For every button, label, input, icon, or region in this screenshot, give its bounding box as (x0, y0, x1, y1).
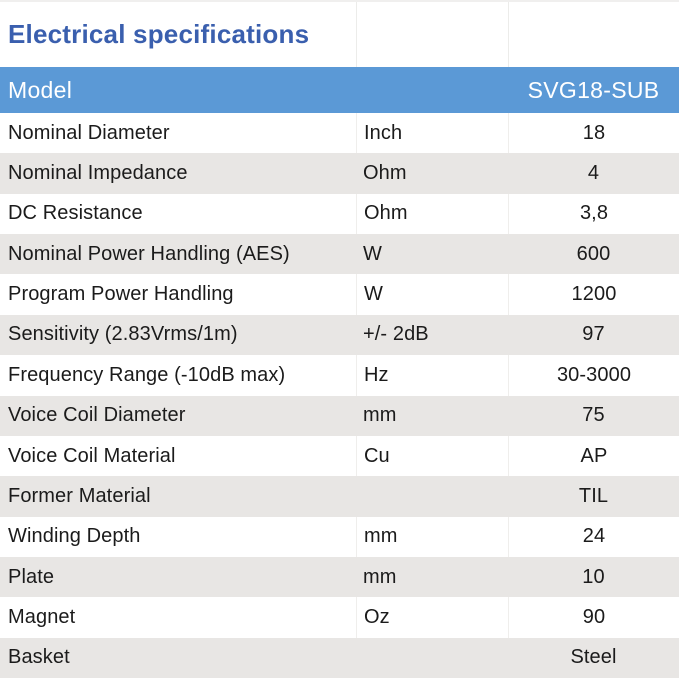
table-row (0, 396, 679, 436)
spec-name: DC Resistance (8, 202, 143, 225)
spec-unit: Ohm (363, 162, 407, 185)
spec-value: Steel (570, 646, 617, 669)
table-row (0, 153, 679, 193)
table-row (0, 638, 679, 678)
spec-value: 4 (587, 162, 600, 185)
table-row (0, 436, 679, 476)
spec-unit: W (363, 242, 382, 265)
table-row (0, 476, 679, 516)
spec-unit: mm (363, 404, 397, 427)
spec-name: Nominal Diameter (8, 121, 170, 144)
spec-name: Magnet (8, 605, 76, 628)
spec-rows (0, 113, 679, 678)
spec-unit: Ohm (356, 194, 508, 234)
spec-value: TIL (578, 484, 609, 507)
table-row (0, 234, 679, 274)
table-row (0, 194, 679, 234)
table-row (0, 113, 679, 153)
table-row (0, 355, 679, 395)
spec-value: 97 (582, 323, 605, 346)
model-header-value: SVG18-SUB (527, 76, 660, 103)
spec-unit: W (356, 274, 508, 314)
spec-value: 24 (508, 517, 679, 557)
spec-value: 600 (576, 242, 611, 265)
table-row (0, 557, 679, 597)
model-header-label: Model (8, 76, 73, 103)
spec-value: 18 (508, 113, 679, 153)
table-row (0, 274, 679, 314)
page-title: Electrical specifications (8, 19, 310, 49)
table-row (0, 517, 679, 557)
spec-name: Voice Coil Material (8, 444, 176, 467)
spec-name: Program Power Handling (8, 283, 234, 306)
spec-value: 1200 (508, 274, 679, 314)
spec-value: 10 (582, 565, 605, 588)
spec-unit: mm (356, 517, 508, 557)
spec-name: Winding Depth (8, 525, 141, 548)
spec-unit (356, 476, 508, 516)
spec-unit: mm (363, 565, 397, 588)
title-band-unit-cell (356, 2, 508, 67)
spec-value: 3,8 (508, 194, 679, 234)
spec-unit: Inch (356, 113, 508, 153)
spec-name: Voice Coil Diameter (8, 404, 186, 427)
spec-name: Former Material (8, 484, 151, 507)
model-header-row (0, 67, 679, 113)
spec-unit (356, 638, 508, 678)
spec-name: Frequency Range (-10dB max) (8, 363, 286, 386)
spec-value: 30-3000 (508, 355, 679, 395)
spec-unit: +/- 2dB (363, 323, 429, 346)
spec-name: Sensitivity (2.83Vrms/1m) (8, 323, 238, 346)
spec-name: Plate (8, 565, 55, 588)
table-row (0, 315, 679, 355)
title-band-value-cell (508, 2, 679, 67)
title-band (0, 2, 679, 67)
spec-value: 90 (508, 597, 679, 637)
spec-value: 75 (582, 404, 605, 427)
spec-value: AP (508, 436, 679, 476)
spec-name: Nominal Power Handling (AES) (8, 242, 290, 265)
spec-unit: Hz (356, 355, 508, 395)
spec-name: Basket (8, 646, 70, 669)
table-row (0, 597, 679, 637)
spec-name: Nominal Impedance (8, 162, 188, 185)
spec-unit: Oz (356, 597, 508, 637)
model-header-unit-cell (356, 67, 508, 113)
spec-unit: Cu (356, 436, 508, 476)
